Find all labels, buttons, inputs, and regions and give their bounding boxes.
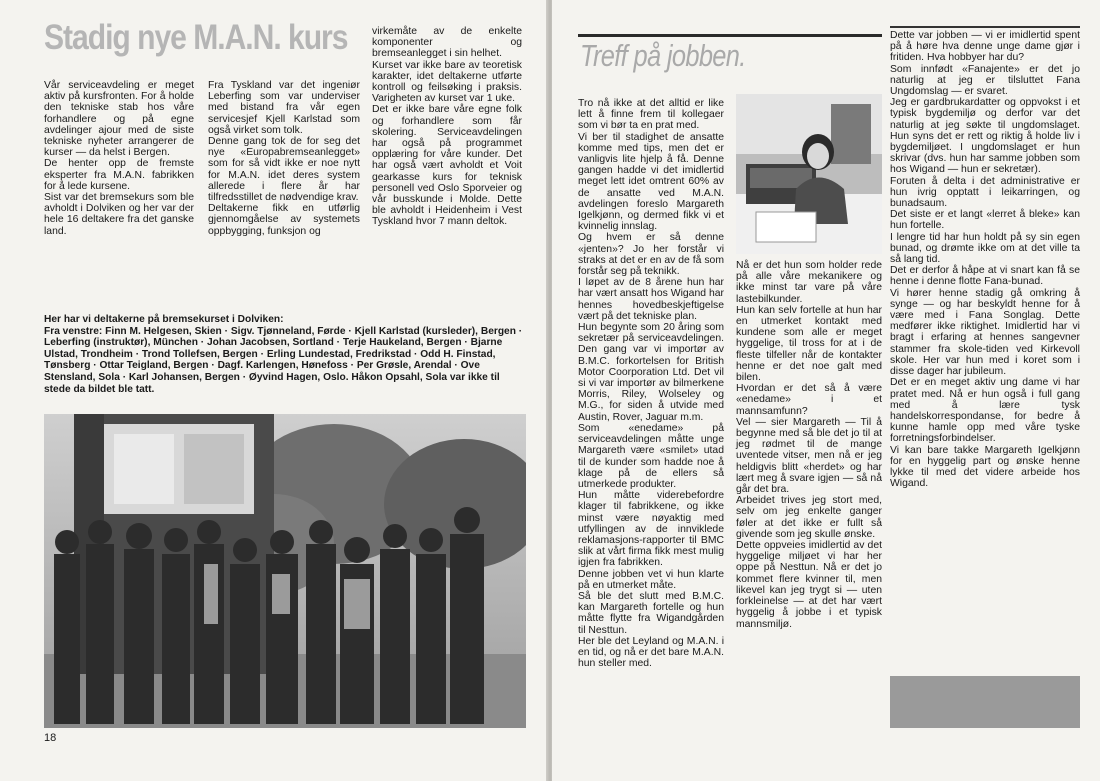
page-number: 18 <box>44 732 57 744</box>
group-photo-image <box>44 414 526 728</box>
photo-caption <box>44 314 526 395</box>
right-page <box>552 0 1100 781</box>
article-title-right: Treff på jobben. <box>580 38 746 73</box>
portrait-photo-image <box>736 94 882 254</box>
article-title-left: Stadig nye M.A.N. kurs <box>44 18 348 57</box>
group-photo <box>44 414 526 728</box>
caption-names: Fra venstre: Finn M. Helgesen, Skien · Sigv. Tjønneland, Førde · Kjell Karlstad (kursleder), Bergen · Leberfing (instruktør), München · Johan Jacobsen, Sortland · Terje Haukeland, Bergen · Bjarne Ulstad, Trondheim · Trond Tollefsen, Bergen · Erling Lundestad, Fredrikstad · Odd H. Finstad, Tønsberg · Ottar Teigland, Bergen · Dagf. Karlengen, Hønefoss · Per Grøsle, Arendal · Ove Stensland, Sola · Karl Johansen, Bergen · Øyvind Hagen, Oslo. Håkon Opsahl, Sola var ikke til stede da bildet ble tatt. <box>44 325 523 395</box>
title-rule <box>578 34 882 37</box>
column-3-rule <box>890 26 1080 28</box>
right-column-1: Tro nå ikke at det alltid er like lett å finne frem til kollegaer som vi bør ta en prat med. Vi ber til stadighet de ansatte komme med tips, men det er vanligvis lite hjelp å få. Denne gangen hadde vi det imidlertid meget lett idet omtrent 60% av de ansatte ved M.A.N. avdelingen foreslo Margareth Igelkjønn, og dermed fikk vi et kvinnelig innslag. Og hvem er så denne «jenten»? Jo her forstår vi straks at det er en av de få som forstår seg på teknikk. I løpet av de 8 årene hun har har vært ansatt hos Wigand har hennes hovedbeskjeftigelse vært på det tekniske plan. Hun begynte som 20 åring som sekretær på serviceavdelingen. Den gang var vi importør av B.M.C. forkortelsen for British Motor Coorporation Ltd. Det vil si vi var importør av bilmerkene Morris, Riley, Wolseley og M.G., for siden å utvide med Austin, Rover, Jaguar m.m. Som «enedame» på serviceavdelingen måtte unge Margareth være «smilet» utad til de kunder som hadde noe å klage på de ellers så utmerkede produkter. Hun måtte viderebefordre klager til fabrikkene, og ikke minst være nøyaktig med utfyllingen av de innviklede reklamasjons-rapporter til BMC slik at vårt firma fikk mest mulig igjen fra fabrikken. Denne jobben vet vi hun klarte på en utmerket måte. Så ble det slutt med B.M.C. kan Margareth fortelle og hun måtte flytte fra Wigandgården til Nesttun. Her ble det Leyland og M.A.N. i en tid, og nå er det bare M.A.N. hun steller med. <box>578 98 724 670</box>
right-column-3: Dette var jobben — vi er imidlertid spent på å høre hva denne unge dame gjør i fritiden. Hva hobbyer har du? Som innfødt «Fanajente» er det jo naturlig at jeg er tilsluttet Fana Ungdomslag — er svaret. Jeg er gardbrukardatter og oppvokst i et typisk bygdemiljø og derfor var det naturlig at jeg søkte til ungdomslaget. Hun syns det er rett og riktig å holde liv i bygdemiljøet. I ungdomslaget er hun skrivar (dvs. hun har samme jobben som hos Wigand — hun er sekretær). Foruten å delta i det administrative er hun ivrig opptatt i leikarringen, og bunadsaum. Det siste er et langt «lerret å bleke» kan hun fortelle. I lengre tid har hun holdt på sy sin egen bunad, og drømte ikke om at det ville ta så lang tid. Det er derfor å håpe at vi snart kan få se henne i denne flotte Fana-bunad. Vi hører henne stadig gå omkring å synge — og har beskyldt henne for å være med i Fana Songlag. Dette medfører ikke riktighet. Imidlertid har vi bragt i erfaring at hennes sangevner stammer fra skole-tiden ved Kirkevoll skole. Her var hun med i koret som i disse dager har jubileum. Det er en meget aktiv ung dame vi har pratet med. Nå er hun også i full gang med å lære tysk handelskorrespondanse, for bedre å kunne hamle opp med våre tyske forretningsforbindelser. Vi kan bare takke Margareth Igelkjønn for en hyggelig part og ønske henne lykke til med det videre arbeide hos Wigand. <box>890 30 1080 490</box>
portrait-photo <box>736 94 882 254</box>
left-page <box>0 0 548 781</box>
shaded-block <box>890 676 1080 728</box>
left-column-2: Fra Tyskland var det ingeniør Leberfing som var underviser med bistand fra vår egen servicesjef Kjell Karlstad som også virket som tolk. Denne gang tok de for seg det nye «Europabremseanlegget» som for så vidt ikke er noe nytt for M.A.N. idet deres system allerede i flere år har tilfredsstillet de nødvendige krav. Deltakerne fikk en utførlig gjennomgåelse av systemets oppbygging, funksjon og <box>208 80 360 237</box>
left-column-1: Vår serviceavdeling er meget aktiv på kursfronten. For å holde den tekniske stab hos våre forhandlere og på egne avdelinger ajour med de siste tekniske nyheter arrangerer de kurser — da helst i Bergen. De henter opp de fremste eksperter fra M.A.N. fabrikken for å lede kursene. Sist var det bremsekurs som ble avholdt i Dolviken og her var der hele 16 deltakere fra det ganske land. <box>44 80 194 237</box>
left-column-3: virkemåte av de enkelte komponenter og bremseanlegget i sin helhet. Kurset var ikke bare av teoretisk karakter, idet deltakerne utførte kontroll og feilsøking i praksis. Varigheten av kurset var 1 uke. Det er ikke bare våre egne folk og forhandlere som får skolering. Serviceavdelingen har også på programmet opplæring for våre kunder. Det har også vært avholdt et Voit gearkasse kurs for teknisk personell ved Oslo Sporveier og vår busskunde i Molde. Dette ble avholdt i Heidenheim i Vest Tyskland hvor 7 mann deltok. <box>372 26 522 228</box>
caption-heading: Her har vi deltakerne på bremsekurset i Dolviken: <box>44 314 284 325</box>
right-column-2: Nå er det hun som holder rede på alle våre mekanikere og ikke minst tar vare på våre lastebilkunder. Hun kan selv fortelle at hun har en utmerket kontakt med kundene som alle er meget hyggelige, til tross for at i de fleste tilfeller når de kontakter henne er det noe galt med bilen. Hvordan er det så å være «enedame» i et mannsamfunn? Vel — sier Margareth — Til å begynne med så ble det jo til at jeg rødmet til de mange uventede vitser, men nå er jeg heldigvis blitt «herdet» og har lært meg å svare igjen — så nå går det bra. Arbeidet trives jeg stort med, selv om jeg enkelte ganger føler at det ikke er fullt så givende som jeg skulle ønske. Dette oppveies imidlertid av det hyggelige miljøet vi har her oppe på Nesttun. Nå er det jo kommet flere kvinner til, men likevel kan jeg trygt si — uten forkleinelse — at det har vært hyggelig å jobbe i et typisk mannsmiljø. <box>736 260 882 630</box>
